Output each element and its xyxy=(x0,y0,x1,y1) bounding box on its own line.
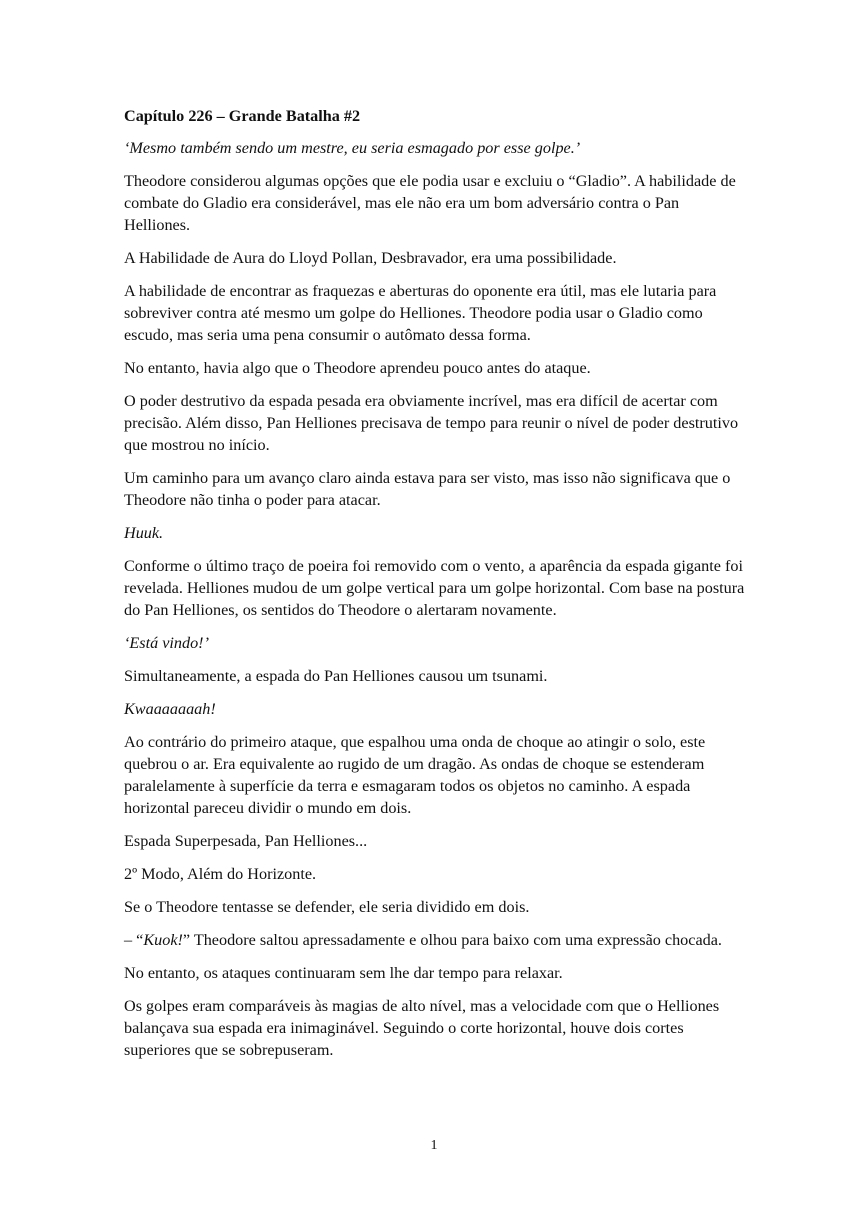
paragraph: 2º Modo, Além do Horizonte. xyxy=(124,865,317,883)
paragraph: Conforme o último traço de poeira foi removido com o vento, a aparência da espada gigante foi revelada. Helliones mudou de um golpe vertical para um golpe horizontal. Com base na postura do Pan Helliones, os sentidos do Theodore o alertaram novamente. xyxy=(124,557,745,619)
paragraph: Simultaneamente, a espada do Pan Helliones causou um tsunami. xyxy=(124,667,548,685)
paragraph: A Habilidade de Aura do Lloyd Pollan, Desbravador, era uma possibilidade. xyxy=(124,249,617,267)
paragraph-part: Kuok! xyxy=(143,931,183,949)
page-body xyxy=(124,105,749,1072)
paragraph: Um caminho para um avanço claro ainda estava para ser visto, mas isso não significava que o Theodore não tinha o poder para atacar. xyxy=(124,469,731,509)
chapter-title: Capítulo 226 – Grande Batalha #2 xyxy=(124,107,361,125)
paragraph xyxy=(124,929,749,951)
paragraph: Os golpes eram comparáveis às magias de alto nível, mas a velocidade com que o Helliones balançava sua espada era inimaginável. Seguindo o corte horizontal, houve dois cortes superiores que se sobrepuseram. xyxy=(124,997,720,1059)
paragraph: ‘Mesmo também sendo um mestre, eu seria esmagado por esse golpe.’ xyxy=(124,139,581,157)
paragraph: A habilidade de encontrar as fraquezas e aberturas do oponente era útil, mas ele lutaria para sobreviver contra até mesmo um golpe do Helliones. Theodore podia usar o Gladio como escudo, mas seria uma pena consumir o autômato dessa forma. xyxy=(124,282,717,344)
page-number: 1 xyxy=(430,1138,438,1153)
paragraph: O poder destrutivo da espada pesada era obviamente incrível, mas era difícil de acertar com precisão. Além disso, Pan Helliones precisava de tempo para reunir o nível de poder destrutivo que mostrou no início. xyxy=(124,392,739,454)
paragraph-part: – “ xyxy=(124,931,144,949)
paragraph: Kwaaaaaaah! xyxy=(124,700,216,718)
paragraph-part: ” Theodore saltou apressadamente e olhou para baixo com uma expressão chocada. xyxy=(182,931,722,949)
paragraph: ‘Está vindo!’ xyxy=(124,634,209,652)
paragraph: No entanto, havia algo que o Theodore aprendeu pouco antes do ataque. xyxy=(124,359,591,377)
paragraph: Huuk. xyxy=(124,524,164,542)
paragraph: No entanto, os ataques continuaram sem lhe dar tempo para relaxar. xyxy=(124,964,563,982)
paragraph: Theodore considerou algumas opções que ele podia usar e excluiu o “Gladio”. A habilidade de combate do Gladio era considerável, mas ele não era um bom adversário contra o Pan Helliones. xyxy=(124,172,736,234)
paragraph: Se o Theodore tentasse se defender, ele seria dividido em dois. xyxy=(124,898,530,916)
paragraph: Ao contrário do primeiro ataque, que espalhou uma onda de choque ao atingir o solo, este quebrou o ar. Era equivalente ao rugido de um dragão. As ondas de choque se estenderam paralelamente à superfície da terra e esmagaram todos os objetos no caminho. A espada horizontal pareceu dividir o mundo em dois. xyxy=(124,733,706,817)
paragraph: Espada Superpesada, Pan Helliones... xyxy=(124,832,368,850)
